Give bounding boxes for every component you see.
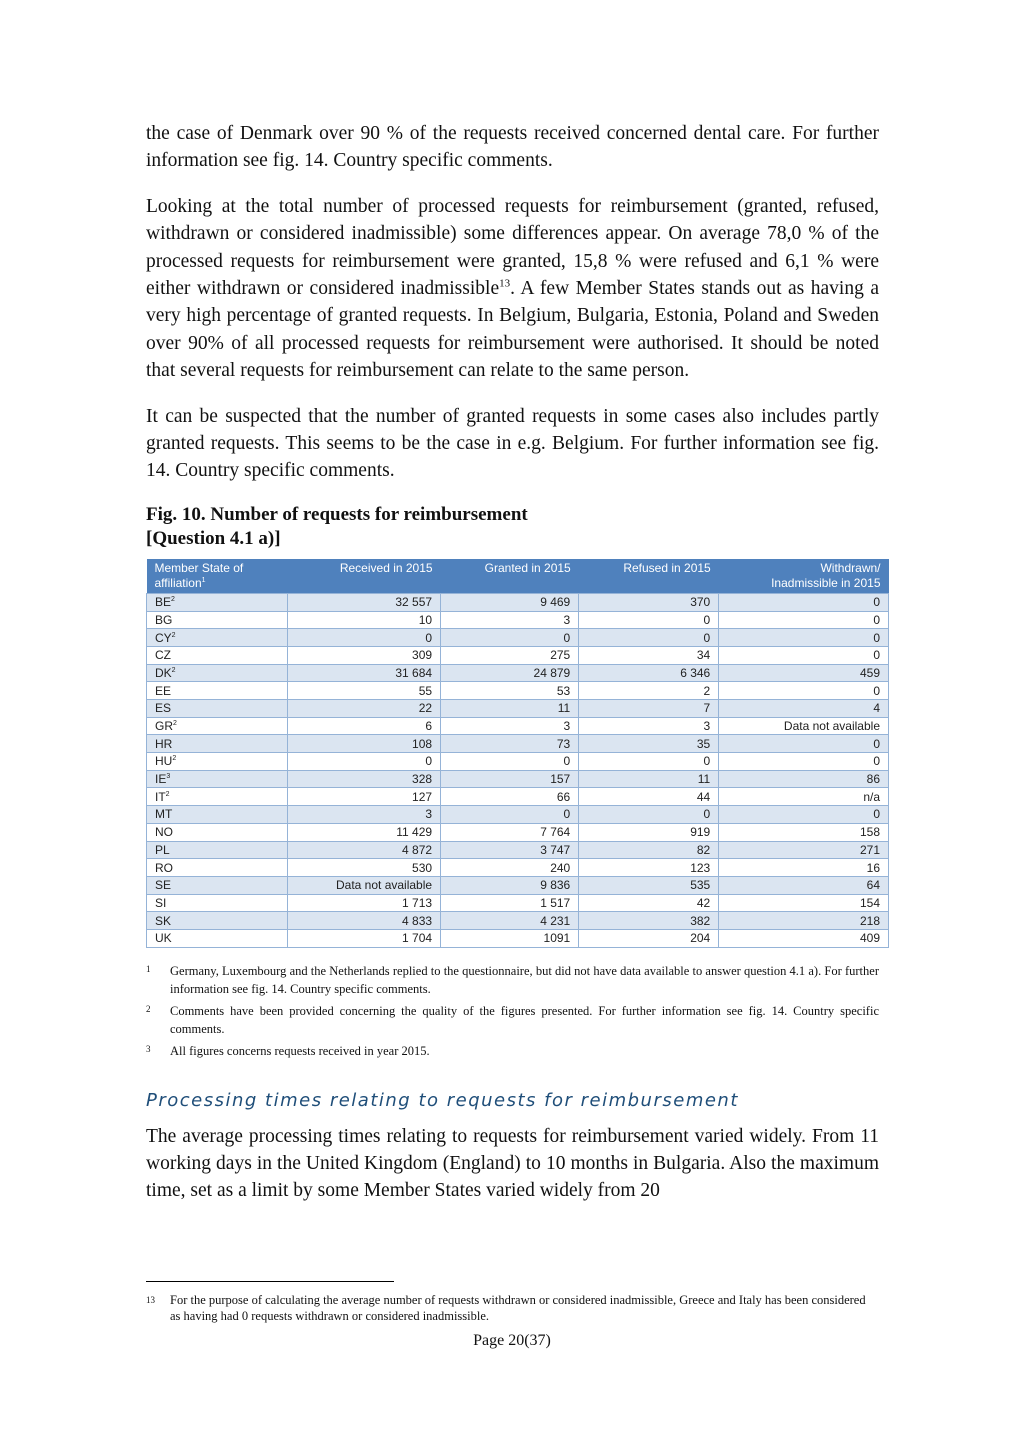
cell-withdrawn: 4 <box>719 700 889 718</box>
cell-withdrawn: 0 <box>719 611 889 629</box>
cell-received: 6 <box>288 717 441 735</box>
table-row <box>147 806 889 824</box>
table-row <box>147 770 889 788</box>
cell-received: Data not available <box>288 876 441 894</box>
cell-granted: 3 <box>441 717 579 735</box>
cell-granted: 1 517 <box>441 894 579 912</box>
cell-refused: 123 <box>579 859 719 877</box>
cell-member-state: $DK^2$ <box>147 664 288 682</box>
table-row <box>147 929 889 947</box>
cell-withdrawn: 16 <box>719 859 889 877</box>
table-row <box>147 735 889 753</box>
header-granted: Granted in 2015 <box>441 559 579 594</box>
cell-received: 55 <box>288 682 441 700</box>
cell-refused: 35 <box>579 735 719 753</box>
paragraph-2-text-b: . A few Member States stands out as having a very high percentage of granted requests. In Belgium, Bulgaria, Estonia, Poland and Sweden over 90% of all processed requests for reimbursement were authorised. It should be noted that several requests for reimbursement can relate to the same person. <box>146 278 879 382</box>
cell-granted: 1091 <box>441 929 579 947</box>
paragraph-3: It can be suspected that the number of granted requests in some cases also includes partly granted requests. This seems to be the case in e.g. Belgium. For further information see fig. 14. Country specific comments. <box>146 405 879 482</box>
paragraph-2-text-a: Looking at the total number of processed requests for reimbursement (granted, refused, withdrawn or considered inadmissible) some differences appear. On average 78,0 % of the processed requests for reimbursement were granted, 15,8 % were refused and 6,1 % were either withdrawn or considered inadmissible <box>146 195 879 300</box>
note-number: 1 <box>146 963 151 974</box>
cell-withdrawn: 64 <box>719 876 889 894</box>
cell-granted: 9 469 <box>441 593 579 611</box>
cell-received: 0 <box>288 629 441 647</box>
header-refused: Refused in 2015 <box>579 559 719 594</box>
cell-refused: 919 <box>579 823 719 841</box>
cell-withdrawn: 271 <box>719 841 889 859</box>
cell-member-state: $GR^2$ <box>147 717 288 735</box>
paragraph-1: the case of Denmark over 90 % of the requests received concerned dental care. For further information see fig. 14. Country specific comments. <box>146 123 879 172</box>
cell-member-state: MT <box>147 806 288 824</box>
cell-granted: 157 <box>441 770 579 788</box>
cell-member-state: BG <box>147 611 288 629</box>
cell-withdrawn: 0 <box>719 629 889 647</box>
cell-withdrawn: 409 <box>719 929 889 947</box>
cell-member-state: $BE^2$ <box>147 593 288 611</box>
cell-member-state: $IT^2$ <box>147 788 288 806</box>
cell-refused: 0 <box>579 806 719 824</box>
cell-withdrawn: 0 <box>719 753 889 771</box>
cell-withdrawn: 154 <box>719 894 889 912</box>
cell-member-state: SE <box>147 876 288 894</box>
cell-granted: 66 <box>441 788 579 806</box>
cell-member-state: CZ <box>147 646 288 664</box>
note-text: Germany, Luxembourg and the Netherlands replied to the questionnaire, but did not have data available to answer question 4.1 a). For further information see fig. 14. Country specific comments. <box>170 963 879 996</box>
cell-withdrawn: 158 <box>719 823 889 841</box>
requests-table <box>146 559 889 948</box>
cell-member-state: EE <box>147 682 288 700</box>
table-row <box>147 682 889 700</box>
cell-received: 108 <box>288 735 441 753</box>
cell-member-state: $CY^2$ <box>147 629 288 647</box>
table-row <box>147 841 889 859</box>
page-number: Page 20(37) <box>473 1332 551 1349</box>
cell-member-state: UK <box>147 929 288 947</box>
table-note <box>146 962 879 998</box>
cell-received: 1 704 <box>288 929 441 947</box>
table-notes <box>146 962 879 1060</box>
header-received: Received in 2015 <box>288 559 441 594</box>
cell-granted: 4 231 <box>441 912 579 930</box>
table-row <box>147 912 889 930</box>
cell-granted: 53 <box>441 682 579 700</box>
cell-withdrawn: 459 <box>719 664 889 682</box>
cell-refused: 34 <box>579 646 719 664</box>
table-row <box>147 593 889 611</box>
figure-title-line-1: Fig. 10. Number of requests for reimbursement <box>146 503 528 525</box>
cell-member-state: ES <box>147 700 288 718</box>
cell-refused: 2 <box>579 682 719 700</box>
cell-withdrawn: n/a <box>719 788 889 806</box>
cell-received: 309 <box>288 646 441 664</box>
footnote-number: 13 <box>146 1295 155 1305</box>
cell-refused: 382 <box>579 912 719 930</box>
note-number: 3 <box>146 1043 151 1054</box>
cell-withdrawn: Data not available <box>719 717 889 735</box>
cell-granted: 0 <box>441 629 579 647</box>
table-row <box>147 700 889 718</box>
cell-member-state: RO <box>147 859 288 877</box>
cell-withdrawn: 0 <box>719 646 889 664</box>
cell-granted: 11 <box>441 700 579 718</box>
cell-granted: 24 879 <box>441 664 579 682</box>
cell-granted: 0 <box>441 753 579 771</box>
cell-refused: 6 346 <box>579 664 719 682</box>
cell-refused: 0 <box>579 629 719 647</box>
table-row <box>147 788 889 806</box>
table-row <box>147 753 889 771</box>
footnote-13 <box>146 1292 875 1324</box>
cell-granted: 3 747 <box>441 841 579 859</box>
section-paragraph: The average processing times relating to requests for reimbursement varied widely. From 11 working days in the United Kingdom (England) to 10 months in Bulgaria. Also the maximum time, set as a limit by some Member States varied widely from 20 <box>146 1125 879 1202</box>
cell-granted: 0 <box>441 806 579 824</box>
cell-received: 4 833 <box>288 912 441 930</box>
cell-withdrawn: 0 <box>719 735 889 753</box>
cell-withdrawn: 218 <box>719 912 889 930</box>
cell-refused: 0 <box>579 753 719 771</box>
cell-member-state: SK <box>147 912 288 930</box>
table-note <box>146 1002 879 1038</box>
cell-received: 328 <box>288 770 441 788</box>
cell-member-state: PL <box>147 841 288 859</box>
header-withdrawn: Withdrawn/ Inadmissible in 2015 <box>719 559 889 594</box>
cell-refused: 535 <box>579 876 719 894</box>
paragraph-2 <box>146 193 879 385</box>
cell-received: 127 <box>288 788 441 806</box>
cell-member-state: HR <box>147 735 288 753</box>
cell-withdrawn: 0 <box>719 806 889 824</box>
table-note <box>146 1042 879 1060</box>
figure-title <box>146 503 879 551</box>
table-row <box>147 664 889 682</box>
table-row <box>147 859 889 877</box>
cell-granted: 9 836 <box>441 876 579 894</box>
footnote-divider <box>146 1281 394 1282</box>
cell-member-state: $IE^3$ <box>147 770 288 788</box>
figure-title-line-2: [Question 4.1 a)] <box>146 527 281 549</box>
table-header-row <box>147 559 889 594</box>
cell-received: 22 <box>288 700 441 718</box>
note-text: Comments have been provided concerning the quality of the figures presented. For further information see fig. 14. Country specific comments. <box>170 1003 879 1036</box>
cell-withdrawn: 0 <box>719 682 889 700</box>
cell-refused: 0 <box>579 611 719 629</box>
cell-refused: 44 <box>579 788 719 806</box>
cell-refused: 11 <box>579 770 719 788</box>
table-body <box>147 593 889 947</box>
cell-granted: 240 <box>441 859 579 877</box>
table-row <box>147 611 889 629</box>
table-row <box>147 646 889 664</box>
footnote-text: For the purpose of calculating the average number of requests withdrawn or considered inadmissible, Greece and Italy has been considered as having had 0 requests withdrawn or considered inadmissible. <box>170 1293 866 1323</box>
table-row <box>147 823 889 841</box>
page-content <box>146 120 879 1223</box>
cell-refused: 3 <box>579 717 719 735</box>
cell-received: 4 872 <box>288 841 441 859</box>
cell-member-state: NO <box>147 823 288 841</box>
cell-received: 31 684 <box>288 664 441 682</box>
footnote-ref-13[interactable]: 13 <box>499 277 511 290</box>
cell-withdrawn: 0 <box>719 593 889 611</box>
table-row <box>147 876 889 894</box>
cell-member-state: SI <box>147 894 288 912</box>
cell-refused: 204 <box>579 929 719 947</box>
table-row <box>147 717 889 735</box>
section-heading: Processing times relating to requests for reimbursement <box>146 1089 739 1111</box>
cell-received: 530 <box>288 859 441 877</box>
table-row <box>147 629 889 647</box>
cell-refused: 82 <box>579 841 719 859</box>
cell-refused: 370 <box>579 593 719 611</box>
cell-received: 0 <box>288 753 441 771</box>
cell-refused: 42 <box>579 894 719 912</box>
cell-withdrawn: 86 <box>719 770 889 788</box>
cell-received: 10 <box>288 611 441 629</box>
cell-granted: 7 764 <box>441 823 579 841</box>
note-text: All figures concerns requests received in year 2015. <box>170 1043 430 1058</box>
cell-received: 11 429 <box>288 823 441 841</box>
table-row <box>147 894 889 912</box>
cell-received: 3 <box>288 806 441 824</box>
header-member-state: Member State of affiliation$^1$ <box>147 559 288 594</box>
cell-granted: 275 <box>441 646 579 664</box>
cell-granted: 3 <box>441 611 579 629</box>
cell-received: 32 557 <box>288 593 441 611</box>
cell-granted: 73 <box>441 735 579 753</box>
cell-received: 1 713 <box>288 894 441 912</box>
cell-refused: 7 <box>579 700 719 718</box>
cell-member-state: $HU^2$ <box>147 753 288 771</box>
note-number: 2 <box>146 1003 151 1014</box>
